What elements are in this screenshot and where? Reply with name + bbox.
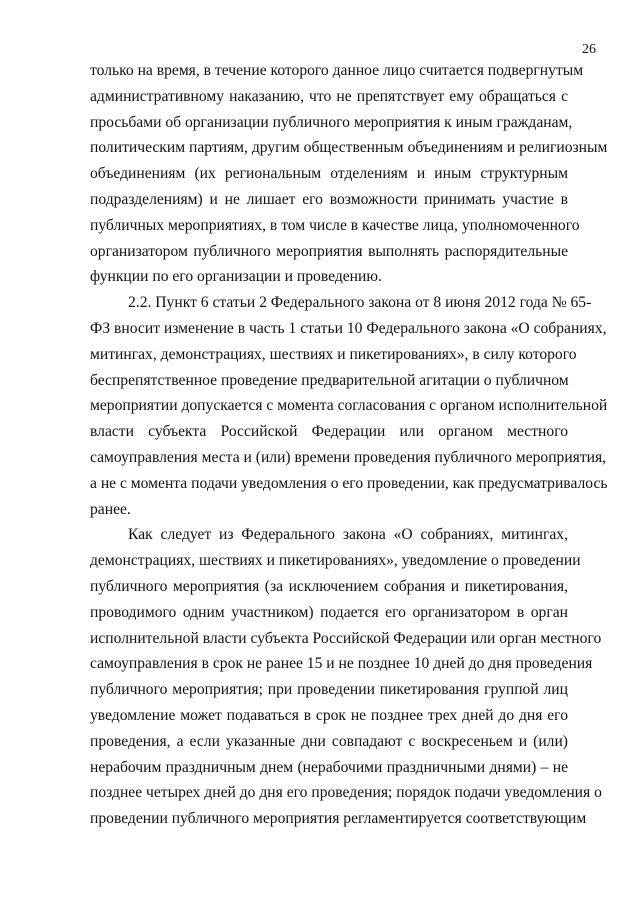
- text-line: политическим партиям, другим общественным объединениям и религиозным: [90, 139, 608, 157]
- text-line: мероприятии допускается с момента согласования с органом исполнительной: [90, 397, 608, 415]
- text-line: исполнительной власти субъекта Российской Федерации или орган местного: [90, 629, 602, 647]
- text-line: только на время, в течение которого данное лицо считается подвергнутым: [90, 62, 584, 79]
- text-line: публичных мероприятиях, в том числе в качестве лица, уполномоченного: [90, 216, 580, 234]
- text-line: организатором публичного мероприятия выполнять распорядительные: [90, 242, 568, 260]
- text-line: демонстрациях, шествиях и пикетированиях», уведомление о проведении: [90, 552, 581, 570]
- text-line: административному наказанию, что не препятствует ему обращаться с: [90, 87, 568, 105]
- text-line: проведении публичного мероприятия регламентируется соответствующим: [90, 810, 587, 828]
- text-line: власти субъекта Российской Федерации или органом местного: [90, 423, 568, 441]
- text-line: ФЗ вносит изменение в часть 1 статьи 10 Федерального закона «О собраниях,: [90, 319, 607, 337]
- text-line: ранее.: [90, 500, 131, 518]
- text-line: функции по его организации и проведению.: [90, 268, 382, 286]
- text-line: проведения, а если указанные дни совпадают с воскресеньем и (или): [90, 732, 568, 750]
- text-line: объединениям (их региональным отделениям и иным структурным: [90, 165, 568, 183]
- text-line: Как следует из Федерального закона «О собраниях, митингах,: [128, 526, 568, 544]
- text-line: нерабочим праздничным днем (нерабочими праздничными днями) – не: [90, 758, 568, 776]
- text-line: публичного мероприятия (за исключением собрания и пикетирования,: [90, 577, 568, 595]
- text-line: самоуправления места и (или) времени проведения публичного мероприятия,: [90, 448, 607, 466]
- text-line: позднее четырех дней до дня его проведения; порядок подачи уведомления о: [90, 784, 602, 802]
- page-number: 26: [582, 42, 596, 57]
- text-line: проводимого одним участником) подается его организатором в орган: [90, 603, 568, 621]
- text-line: митингах, демонстрациях, шествиях и пикетированиях», в силу которого: [90, 345, 577, 363]
- text-line: уведомление может подаваться в срок не позднее трех дней до дня его: [90, 706, 568, 724]
- text-line: 2.2. Пункт 6 статьи 2 Федерального закона от 8 июня 2012 года № 65-: [128, 294, 592, 312]
- text-line: самоуправления в срок не ранее 15 и не позднее 10 дней до дня проведения: [90, 655, 593, 673]
- body-text: [90, 58, 608, 832]
- text-line: просьбами об организации публичного мероприятия к иным гражданам,: [90, 113, 573, 131]
- text-line: подразделениям) и не лишает его возможности принимать участие в: [90, 190, 568, 208]
- text-line: публичного мероприятия; при проведении пикетирования группой лиц: [90, 681, 568, 699]
- text-line: а не с момента подачи уведомления о его проведении, как предусматривалось: [90, 474, 608, 492]
- text-line: беспрепятственное проведение предварительной агитации о публичном: [90, 371, 569, 389]
